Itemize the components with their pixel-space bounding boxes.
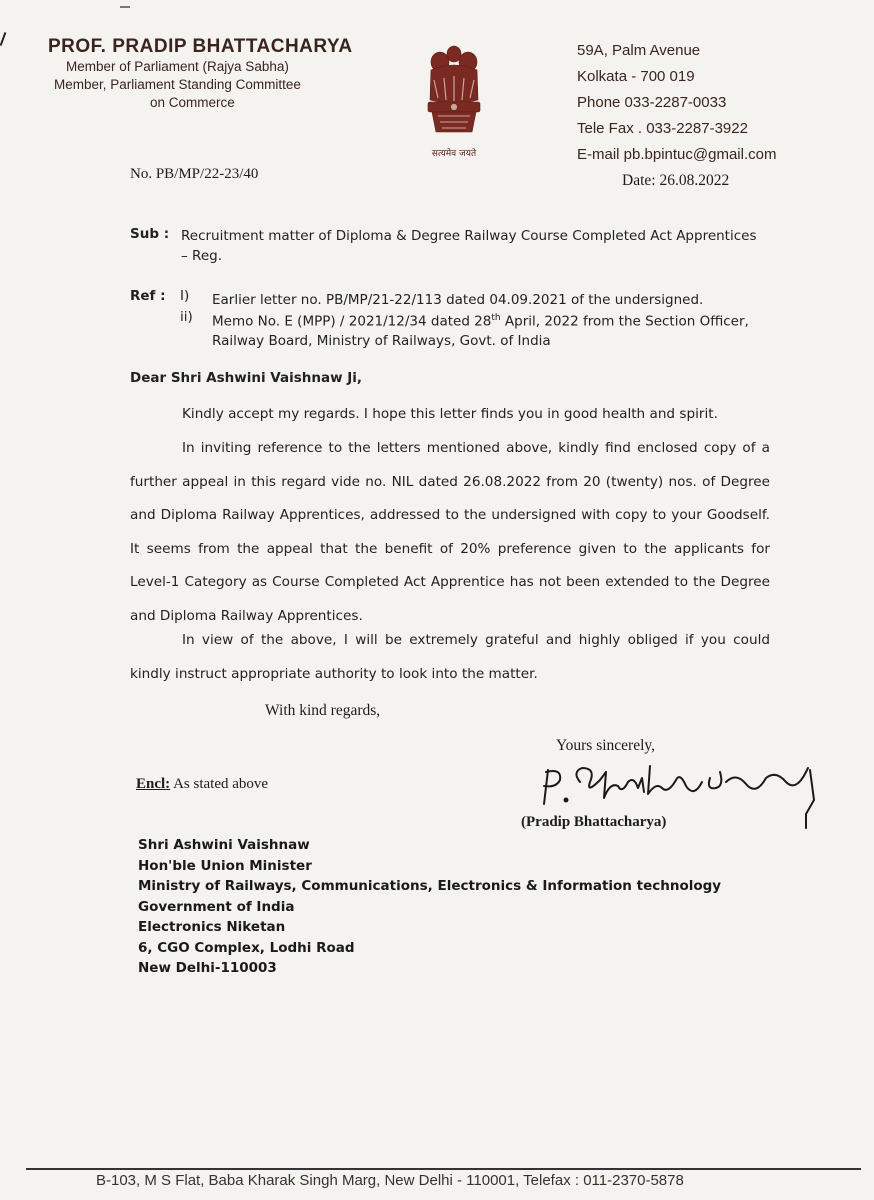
recipient-building: Electronics Niketan	[138, 919, 286, 935]
footer-divider	[26, 1168, 861, 1170]
recipient-street: 6, CGO Complex, Lodhi Road	[138, 939, 355, 956]
page-mark	[0, 32, 6, 46]
sender-committee-cont: on Commerce	[150, 95, 235, 110]
contact-telefax: Tele Fax . 033-2287-3922	[577, 120, 748, 137]
letter-date: Date: 26.08.2022	[622, 172, 730, 189]
national-emblem-icon	[418, 40, 490, 165]
letterhead-contact	[577, 38, 776, 168]
reference-2-ordinal: th	[491, 313, 501, 323]
paragraph-3-text: In view of the above, I will be extremely grateful and highly obliged if you could kindly instruct appropriate authority to look into the matter.	[130, 632, 770, 682]
sender-committee: Member, Parliament Standing Committee	[54, 77, 301, 92]
reference-number: No. PB/MP/22-23/40	[130, 166, 259, 182]
enclosure-label: Encl:	[136, 776, 171, 792]
footer-address: B-103, M S Flat, Baba Kharak Singh Marg, New Delhi - 110001, Telefax : 011-2370-5878	[96, 1172, 684, 1189]
contact-email: E-mail pb.bpintuc@gmail.com	[577, 146, 777, 163]
signatory-name: (Pradip Bhattacharya)	[521, 814, 667, 830]
page-mark	[120, 6, 130, 8]
closing: With kind regards,	[265, 702, 381, 719]
yours-sincerely: Yours sincerely,	[556, 737, 656, 754]
sender-title: Member of Parliament (Rajya Sabha)	[66, 59, 289, 74]
reference-2-text-start: Memo No. E (MPP) / 2021/12/34 dated 28	[212, 313, 492, 330]
recipient-city: New Delhi-110003	[138, 960, 277, 976]
paragraph-3	[130, 624, 770, 691]
emblem-caption: सत्यमेव जयते	[431, 149, 477, 159]
paragraph-2-text: In inviting reference to the letters mentioned above, kindly find enclosed copy of a further appeal in this regard vide no. NIL dated 26.08.2022 from 20 (twenty) nos. of Degree and Diploma Railway Apprentices, addressed to the undersigned with copy to your Goodself. It seems from the appeal that the benefit of 20% preference given to the applicants for Level-1 Category as Course Completed Act Apprentice has not been extended to the Degree and Diploma Railway Apprentices.	[130, 440, 770, 624]
recipient-address	[138, 835, 721, 979]
contact-city: Kolkata - 700 019	[577, 68, 695, 85]
reference-2-line-2: Railway Board, Ministry of Railways, Govt. of India	[212, 333, 551, 349]
letterhead-sender	[48, 36, 353, 112]
contact-address: 59A, Palm Avenue	[577, 42, 701, 59]
recipient-name: Shri Ashwini Vaishnaw	[138, 837, 310, 853]
reference-2-text	[212, 313, 749, 330]
recipient-government: Government of India	[138, 898, 295, 915]
enclosure-text: As stated above	[170, 776, 269, 792]
reference-1-number: I)	[180, 288, 190, 304]
subject-line-1: Recruitment matter of Diploma & Degree Railway Course Completed Act Apprentices	[181, 228, 757, 244]
recipient-ministry: Ministry of Railways, Communications, Electronics & Information technology	[138, 878, 722, 894]
reference-2-number: ii)	[180, 309, 193, 325]
reference-2-text-end: April, 2022 from the Section Officer,	[500, 313, 749, 330]
salutation: Dear Shri Ashwini Vaishnaw Ji,	[130, 370, 363, 386]
paragraph-1	[130, 398, 770, 432]
subject-label: Sub :	[130, 226, 170, 242]
contact-phone: Phone 033-2287-0033	[577, 94, 727, 111]
reference-1-text: Earlier letter no. PB/MP/21-22/113 dated 04.09.2021 of the undersigned.	[212, 292, 704, 308]
sender-name: PROF. PRADIP BHATTACHARYA	[48, 36, 353, 57]
paragraph-2	[130, 432, 770, 633]
enclosure	[136, 776, 268, 793]
subject-line-2: – Reg.	[181, 248, 222, 264]
reference-label: Ref :	[130, 288, 166, 304]
recipient-designation: Hon'ble Union Minister	[138, 857, 312, 874]
paragraph-1-text: Kindly accept my regards. I hope this letter finds you in good health and spirit.	[182, 406, 718, 422]
